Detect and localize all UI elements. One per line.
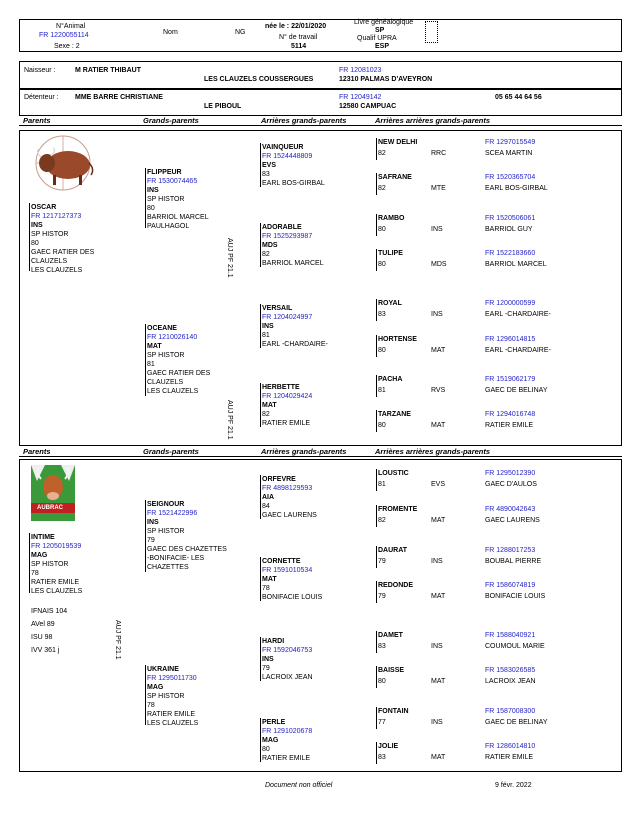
header-great-great-grandparents: Arrières arrières grands-parents bbox=[375, 116, 491, 125]
sire-gp2-line2: 81 bbox=[147, 361, 155, 368]
sire-aagp-id: FR 1519062179 bbox=[485, 376, 536, 383]
sire-agp4-line1: 82 bbox=[262, 411, 270, 418]
ng-label: NG bbox=[235, 29, 246, 36]
dam-agp3-id: FR 1592046753 bbox=[262, 647, 313, 654]
dam-agp2-id: FR 1591010534 bbox=[262, 567, 313, 574]
dam-agp1-id: FR 4898129593 bbox=[262, 485, 313, 492]
dam-aagp-bracket bbox=[376, 707, 377, 729]
dam-gp1-bracket bbox=[145, 500, 146, 572]
dam-agp2-name: CORNETTE bbox=[262, 558, 301, 565]
dam-aagp-name: BAISSE bbox=[378, 667, 405, 674]
holder-place: LE PIBOUL bbox=[204, 103, 242, 110]
sire-aagp-name: ROYAL bbox=[378, 300, 402, 307]
dam-agp4-line2: RATIER EMILE bbox=[262, 755, 311, 762]
holder-phone: 05 65 44 64 56 bbox=[495, 94, 542, 101]
dam-aagp-code: EVS bbox=[431, 481, 446, 488]
dam-aagp-id: FR 1587008300 bbox=[485, 708, 536, 715]
sire-agp4-id: FR 1204029424 bbox=[262, 393, 313, 400]
sire-gp1-vertical-note: AUJ PF 21.1 bbox=[226, 238, 233, 278]
sire-agp2-id: FR 1525293987 bbox=[262, 233, 313, 240]
dam-agp1-line1: 84 bbox=[262, 503, 270, 510]
sire-line3: GAEC RATIER DES bbox=[31, 249, 95, 256]
sire-gp2-bracket bbox=[145, 324, 146, 396]
dam-gp1-code: INS bbox=[147, 519, 159, 526]
dam-agp2-bracket bbox=[260, 557, 261, 601]
sire-aagp-name: TARZANE bbox=[378, 411, 411, 418]
sire-gp1-code: INS bbox=[147, 187, 159, 194]
dam-agp2-code: MAT bbox=[262, 576, 277, 583]
dam-aagp-note: 80 bbox=[378, 678, 386, 685]
sire-aagp-note: 82 bbox=[378, 150, 386, 157]
dam-vertical-note: AUJ PF 21.1 bbox=[114, 620, 121, 660]
sire-aagp-bracket bbox=[376, 173, 377, 195]
dam-aagp-name: REDONDE bbox=[378, 582, 414, 589]
sire-gp1-name: FLIPPEUR bbox=[147, 169, 182, 176]
sire-aagp-note: 81 bbox=[378, 387, 386, 394]
dam-agp2 bbox=[262, 557, 322, 602]
sire-id: FR 1217127373 bbox=[31, 213, 82, 220]
upra-value: ESP bbox=[375, 43, 390, 50]
dam-aagp-name: FROMENTE bbox=[378, 506, 418, 513]
sire-gp2-code: MAT bbox=[147, 343, 162, 350]
dam-aagp-bracket bbox=[376, 546, 377, 568]
sire-agp3-name: VERSAIL bbox=[262, 305, 293, 312]
breeder-id: FR 12081023 bbox=[339, 67, 382, 74]
dam-agp4-line1: 80 bbox=[262, 746, 270, 753]
breeder-place: LES CLAUZELS COUSSERGUES bbox=[204, 76, 314, 83]
dam-aagp-name: FONTAIN bbox=[378, 708, 409, 715]
sire-agp4-line2: RATIER EMILE bbox=[262, 420, 311, 427]
sire-agp4-bracket bbox=[260, 383, 261, 427]
dam-aagp-owner: GAEC DE BELINAY bbox=[485, 719, 548, 726]
aubrac-logo-text: AUBRAC bbox=[37, 505, 63, 511]
sire-aagp-id: FR 1296014815 bbox=[485, 336, 536, 343]
dam-bracket bbox=[29, 533, 30, 593]
dam-gp1-line1: SP HISTOR bbox=[147, 528, 185, 535]
dam-aagp-id: FR 1586074819 bbox=[485, 582, 536, 589]
sire-gp1-id: FR 1530074465 bbox=[147, 178, 198, 185]
sire-aagp-bracket bbox=[376, 249, 377, 271]
dam-agp3 bbox=[262, 637, 313, 682]
dam-gp2 bbox=[147, 665, 198, 728]
dam-aagp-owner: BONIFACIE LOUIS bbox=[485, 593, 546, 600]
sire-aagp-note: 83 bbox=[378, 311, 386, 318]
dam-agp2-line1: 78 bbox=[262, 585, 270, 592]
dam-aagp-note: 81 bbox=[378, 481, 386, 488]
sire-aagp-name: NEW DELHI bbox=[378, 139, 418, 146]
footer-note: Document non officiel bbox=[265, 782, 333, 789]
dam-agp4 bbox=[262, 718, 312, 763]
sire-line5: LES CLAUZELS bbox=[31, 267, 83, 274]
sire-aagp-bracket bbox=[376, 410, 377, 432]
sire-aagp-owner: RATIER EMILE bbox=[485, 422, 534, 429]
sire-code: INS bbox=[31, 222, 43, 229]
sire-aagp-code: INS bbox=[431, 226, 443, 233]
sire-gp1-line1: SP HISTOR bbox=[147, 196, 185, 203]
sire-aagp-owner: SCEA MARTIN bbox=[485, 150, 533, 157]
sire-agp1-name: VAINQUEUR bbox=[262, 144, 304, 151]
dam-aagp-owner: GAEC D'AULOS bbox=[485, 481, 537, 488]
header-underline bbox=[19, 125, 622, 126]
dam-aagp-name: DAURAT bbox=[378, 547, 408, 554]
sire-aagp-code: RRC bbox=[431, 150, 447, 157]
header-parents-2: Parents bbox=[23, 447, 51, 456]
dam-aagp-bracket bbox=[376, 469, 377, 491]
dam-agp1 bbox=[262, 475, 317, 520]
sire-aagp-code: MAT bbox=[431, 422, 446, 429]
work-number-label: N° de travail bbox=[279, 34, 318, 41]
sire-aagp-bracket bbox=[376, 299, 377, 321]
sire-aagp-name: RAMBO bbox=[378, 215, 405, 222]
dam-agp4-code: MAG bbox=[262, 737, 279, 744]
sire-agp3-code: INS bbox=[262, 323, 274, 330]
dam-aagp-id: FR 1583026585 bbox=[485, 667, 536, 674]
breeder-name: M RATIER THIBAUT bbox=[75, 67, 141, 74]
breeder-city: 12310 PALMAS D'AVEYRON bbox=[339, 76, 433, 83]
dam-aagp-name: LOUSTIC bbox=[378, 470, 409, 477]
dam-aagp-bracket bbox=[376, 742, 377, 764]
sire-aagp-code: MAT bbox=[431, 347, 446, 354]
dam-aagp-bracket bbox=[376, 505, 377, 527]
dam-line2: 78 bbox=[31, 570, 39, 577]
sire-aagp-id: FR 1520365704 bbox=[485, 174, 536, 181]
sire-agp2-name: ADORABLE bbox=[262, 224, 302, 231]
dam-gp2-id: FR 1295011730 bbox=[147, 675, 197, 682]
dam-aagp-id: FR 1288017253 bbox=[485, 547, 536, 554]
sire-aagp-owner: BARRIOL GUY bbox=[485, 226, 533, 233]
sire-agp2-line2: BARRIOL MARCEL bbox=[262, 260, 324, 267]
sire-aagp-id: FR 1200000599 bbox=[485, 300, 536, 307]
sire-agp3-line1: 81 bbox=[262, 332, 270, 339]
sire-gp2-line3: GAEC RATIER DES bbox=[147, 370, 211, 377]
bull-logo bbox=[23, 135, 103, 193]
sire-gp1-line4: PAULHAGOL bbox=[147, 223, 190, 230]
dam-agp4-bracket bbox=[260, 718, 261, 762]
dam-aagp-note: 79 bbox=[378, 558, 386, 565]
dam-gp2-name: UKRAINE bbox=[147, 666, 179, 673]
dam-id: FR 1205019539 bbox=[31, 543, 82, 550]
header-grandparents-2: Grands-parents bbox=[143, 447, 199, 456]
dam-aagp-note: 83 bbox=[378, 643, 386, 650]
header-parents: Parents bbox=[23, 116, 51, 125]
dam-aagp-note: 82 bbox=[378, 517, 386, 524]
dam-aagp-owner: BOUBAL PIERRE bbox=[485, 558, 542, 565]
dam-gp2-bracket bbox=[145, 665, 146, 725]
dam-aagp-id: FR 1588040921 bbox=[485, 632, 536, 639]
dam-agp1-line2: GAEC LAURENS bbox=[262, 512, 317, 519]
dam-line1: SP HISTOR bbox=[31, 561, 69, 568]
sire-aagp-owner: GAEC DE BELINAY bbox=[485, 387, 548, 394]
stamp-box bbox=[425, 21, 438, 43]
sire-aagp-bracket bbox=[376, 335, 377, 357]
dam-agp4-name: PERLE bbox=[262, 719, 286, 726]
index-ivv: IVV 361 j bbox=[31, 647, 60, 654]
dam-aagp-id: FR 4890042643 bbox=[485, 506, 536, 513]
dam-aagp-id: FR 1295012390 bbox=[485, 470, 536, 477]
dam-aagp-owner: GAEC LAURENS bbox=[485, 517, 540, 524]
sire-aagp-code: MTE bbox=[431, 185, 446, 192]
sire-name: OSCAR bbox=[31, 204, 57, 211]
sire-aagp-id: FR 1294016748 bbox=[485, 411, 536, 418]
dam-agp2-line2: BONIFACIE LOUIS bbox=[262, 594, 323, 601]
sire-gp2 bbox=[147, 324, 210, 396]
dam-aagp-bracket bbox=[376, 581, 377, 603]
sire-aagp-owner: EARL BOS-GIRBAL bbox=[485, 185, 548, 192]
sex: Sexe : 2 bbox=[54, 43, 80, 50]
sire-aagp-id: FR 1520506061 bbox=[485, 215, 536, 222]
dam-gp1 bbox=[147, 500, 227, 572]
sire-gp2-id: FR 1210026140 bbox=[147, 334, 198, 341]
work-number: 5114 bbox=[291, 43, 307, 50]
dam-line4: LES CLAUZELS bbox=[31, 588, 83, 595]
sire-line1: SP HISTOR bbox=[31, 231, 69, 238]
dam-aagp-note: 79 bbox=[378, 593, 386, 600]
dam-gp2-line1: SP HISTOR bbox=[147, 693, 185, 700]
sire-gp2-vertical-note: AUJ PF 21.1 bbox=[226, 400, 233, 440]
dam-aagp-code: INS bbox=[431, 558, 443, 565]
holder-id: FR 12049142 bbox=[339, 94, 382, 101]
sire-gp2-line1: SP HISTOR bbox=[147, 352, 185, 359]
sire-gp2-name: OCEANE bbox=[147, 325, 177, 332]
sire-aagp-owner: EARL -CHARDAIRE- bbox=[485, 347, 551, 354]
index-isu: ISU 98 bbox=[31, 634, 53, 641]
sire-aagp-id: FR 1297015549 bbox=[485, 139, 536, 146]
sire-agp2-line1: 82 bbox=[262, 251, 270, 258]
sire-aagp-bracket bbox=[376, 138, 377, 160]
dam-agp3-name: HARDI bbox=[262, 638, 285, 645]
dam-line3: RATIER EMILE bbox=[31, 579, 80, 586]
sire-agp4-code: MAT bbox=[262, 402, 277, 409]
dam-gp1-name: SEIGNOUR bbox=[147, 501, 185, 508]
sire-agp1-bracket bbox=[260, 143, 261, 187]
sire-aagp-note: 80 bbox=[378, 226, 386, 233]
sire-gp1-line3: BARRIOL MARCEL bbox=[147, 214, 209, 221]
header-underline-2 bbox=[19, 456, 622, 457]
sire-aagp-id: FR 1522183660 bbox=[485, 250, 536, 257]
dam-agp3-line2: LACROIX JEAN bbox=[262, 674, 313, 681]
birth-date: née le : 22/01/2020 bbox=[265, 23, 327, 30]
holder-name: MME BARRE CHRISTIANE bbox=[75, 94, 163, 101]
sire-aagp-bracket bbox=[376, 214, 377, 236]
sire-agp2 bbox=[262, 223, 324, 268]
sire-agp4 bbox=[262, 383, 312, 428]
sire-aagp-note: 82 bbox=[378, 185, 386, 192]
sire-agp1-code: EVS bbox=[262, 162, 277, 169]
dam-name: INTIME bbox=[31, 534, 55, 541]
herdbook-label: Livre généalogique bbox=[354, 19, 414, 26]
dam-gp1-line4: -BONIFACIE- LES bbox=[147, 555, 205, 562]
breeder-label: Naisseur : bbox=[24, 67, 56, 74]
dam-aagp-name: DAMET bbox=[378, 632, 403, 639]
dam-aagp-code: MAT bbox=[431, 593, 446, 600]
sire-gp1-bracket bbox=[145, 168, 146, 228]
animal-number-label: N°Animal bbox=[56, 23, 86, 30]
sire-aagp-owner: BARRIOL MARCEL bbox=[485, 261, 547, 268]
sire-agp3-bracket bbox=[260, 304, 261, 348]
dam-gp1-line2: 79 bbox=[147, 537, 155, 544]
dam-aagp-note: 77 bbox=[378, 719, 386, 726]
sire-agp1-line1: 83 bbox=[262, 171, 270, 178]
dam-gp1-line5: CHAZETTES bbox=[147, 564, 189, 571]
sire-agp3-line2: EARL -CHARDAIRE- bbox=[262, 341, 328, 348]
dam-agp3-line1: 79 bbox=[262, 665, 270, 672]
sire-parent bbox=[31, 203, 94, 275]
dam-aagp-note: 83 bbox=[378, 754, 386, 761]
dam-aagp-code: MAT bbox=[431, 517, 446, 524]
dam-aagp-owner: COUMOUL MARIE bbox=[485, 643, 545, 650]
sire-agp3 bbox=[262, 304, 328, 349]
sire-aagp-bracket bbox=[376, 375, 377, 397]
holder-city: 12580 CAMPUAC bbox=[339, 103, 397, 110]
dam-agp3-code: INS bbox=[262, 656, 274, 663]
sire-aagp-code: RVS bbox=[431, 387, 446, 394]
sire-aagp-name: HORTENSE bbox=[378, 336, 417, 343]
header-great-great-grandparents-2: Arrières arrières grands-parents bbox=[375, 447, 491, 456]
sire-aagp-note: 80 bbox=[378, 422, 386, 429]
dam-agp4-id: FR 1291020678 bbox=[262, 728, 313, 735]
dam-aagp-code: MAT bbox=[431, 754, 446, 761]
header-great-grandparents: Arrières grands-parents bbox=[261, 116, 347, 125]
dam-gp2-line2: 78 bbox=[147, 702, 155, 709]
dam-gp2-line3: RATIER EMILE bbox=[147, 711, 196, 718]
dam-aagp-id: FR 1286014810 bbox=[485, 743, 536, 750]
holder-label: Détenteur : bbox=[24, 94, 59, 101]
dam-aagp-code: INS bbox=[431, 719, 443, 726]
sire-gp1-line2: 80 bbox=[147, 205, 155, 212]
dam-aagp-owner: LACROIX JEAN bbox=[485, 678, 536, 685]
sire-aagp-code: INS bbox=[431, 311, 443, 318]
name-label: Nom bbox=[163, 29, 178, 36]
sire-aagp-code: MDS bbox=[431, 261, 447, 268]
sire-aagp-name: PACHA bbox=[378, 376, 403, 383]
sire-gp2-line4: CLAUZELS bbox=[147, 379, 184, 386]
header-grandparents: Grands-parents bbox=[143, 116, 199, 125]
dam-aagp-name: JOLIE bbox=[378, 743, 399, 750]
header-great-grandparents-2: Arrières grands-parents bbox=[261, 447, 347, 456]
dam-agp1-bracket bbox=[260, 475, 261, 519]
index-ifnais: IFNAIS 104 bbox=[31, 608, 68, 615]
herdbook: SP bbox=[375, 27, 385, 34]
dam-aagp-code: INS bbox=[431, 643, 443, 650]
footer-date: 9 févr. 2022 bbox=[495, 782, 532, 789]
dam-parent bbox=[31, 533, 82, 596]
dam-gp2-code: MAG bbox=[147, 684, 164, 691]
dam-agp1-name: ORFEVRE bbox=[262, 476, 296, 483]
dam-gp1-line3: GAEC DES CHAZETTES bbox=[147, 546, 227, 553]
sire-gp2-line5: LES CLAUZELS bbox=[147, 388, 199, 395]
sire-aagp-note: 80 bbox=[378, 347, 386, 354]
sire-aagp-owner: EARL -CHARDAIRE- bbox=[485, 311, 551, 318]
upra-label: Qualif UPRA bbox=[357, 35, 397, 42]
sire-agp1-id: FR 1524448809 bbox=[262, 153, 313, 160]
index-avel: AVel 89 bbox=[31, 621, 55, 628]
sire-agp1 bbox=[262, 143, 325, 188]
sire-agp1-line2: EARL BOS-GIRBAL bbox=[262, 180, 325, 187]
dam-gp2-line4: LES CLAUZELS bbox=[147, 720, 199, 727]
sire-line4: CLAUZELS bbox=[31, 258, 68, 265]
sire-agp3-id: FR 1204024997 bbox=[262, 314, 313, 321]
dam-gp1-id: FR 1521422996 bbox=[147, 510, 198, 517]
sire-gp1 bbox=[147, 168, 209, 231]
sire-agp4-name: HERBETTE bbox=[262, 384, 300, 391]
animal-number: FR 1220055114 bbox=[39, 32, 89, 39]
sire-aagp-name: SAFRANE bbox=[378, 174, 412, 181]
dam-aagp-owner: RATIER EMILE bbox=[485, 754, 534, 761]
dam-code: MAG bbox=[31, 552, 48, 559]
dam-agp3-bracket bbox=[260, 637, 261, 681]
dam-aagp-code: MAT bbox=[431, 678, 446, 685]
sire-bracket bbox=[29, 203, 30, 271]
sire-aagp-name: TULIPE bbox=[378, 250, 403, 257]
dam-agp1-code: AIA bbox=[262, 494, 275, 501]
sire-aagp-note: 80 bbox=[378, 261, 386, 268]
dam-aagp-bracket bbox=[376, 631, 377, 653]
sire-line2: 80 bbox=[31, 240, 39, 247]
dam-aagp-bracket bbox=[376, 666, 377, 688]
sire-agp2-code: MDS bbox=[262, 242, 278, 249]
sire-agp2-bracket bbox=[260, 223, 261, 267]
